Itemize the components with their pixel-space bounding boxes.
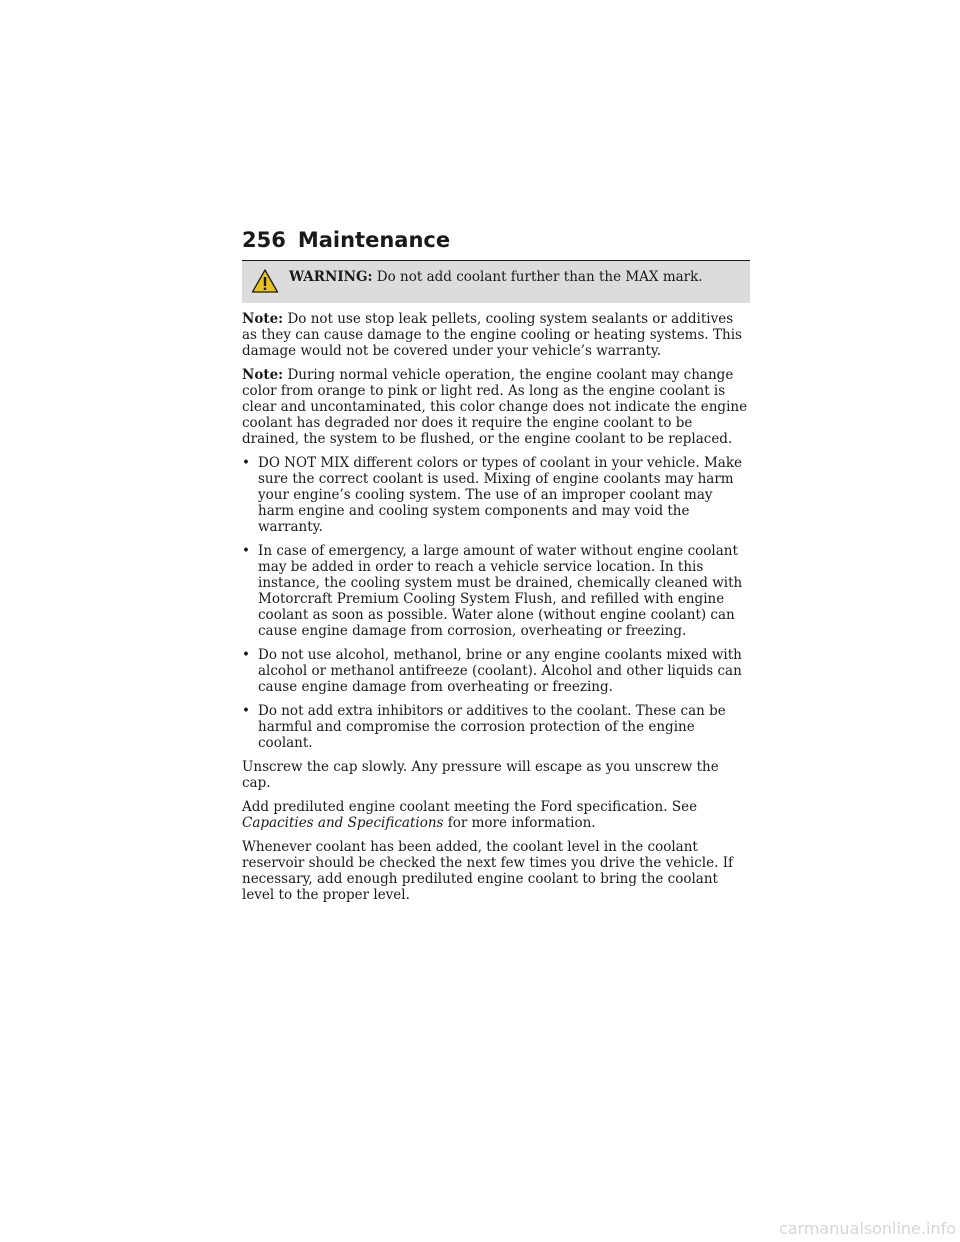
- list-item-text: Do not add extra inhibitors or additives to the coolant. These can be harmful and compromise the corrosion protection of the engine coolant.: [258, 703, 726, 751]
- list-item: [242, 455, 750, 535]
- cross-reference-link[interactable]: Capacities and Specifications: [242, 815, 444, 831]
- manual-page: [242, 228, 750, 911]
- bullet-glyph: •: [242, 647, 250, 663]
- bullet-glyph: •: [242, 703, 250, 719]
- list-item-text: Do not use alcohol, methanol, brine or any engine coolants mixed with alcohol or methanol antifreeze (coolant). Alcohol and other liquids can cause engine damage from overheating or freezing.: [258, 647, 742, 695]
- page-header: [242, 228, 750, 261]
- unscrew-paragraph: Unscrew the cap slowly. Any pressure will escape as you unscrew the cap.: [242, 759, 719, 791]
- warning-triangle-icon: [251, 268, 279, 294]
- list-item-text: In case of emergency, a large amount of water without engine coolant may be added in order to reach a vehicle service location. In this instance, the cooling system must be drained, chemically cleaned with Motorcraft Premium Cooling System Flush, and refilled with engine coolant as soon as possible. Water alone (without engine coolant) can cause engine damage from corrosion, overheating or freezing.: [258, 543, 743, 639]
- note-paragraph: [242, 311, 750, 359]
- bullet-list: [242, 455, 750, 751]
- note-label: Note:: [242, 367, 284, 383]
- page-body: [242, 311, 750, 903]
- page-number: 256: [242, 228, 286, 252]
- add-coolant-text: Add prediluted engine coolant meeting the Ford specification. See: [242, 799, 698, 815]
- warning-message: Do not add coolant further than the MAX mark.: [376, 269, 703, 285]
- note-text: During normal vehicle operation, the engine coolant may change color from orange to pink or light red. As long as the engine coolant is clear and uncontaminated, this color change does not indicate the engine coolant has degraded nor does it require the engine coolant to be drained, the system to be flushed, or the engine coolant to be replaced.: [242, 367, 748, 447]
- check-level-paragraph: Whenever coolant has been added, the coolant level in the coolant reservoir should be checked the next few times you drive the vehicle. If necessary, add enough prediluted engine coolant to bring the coolant level to the proper level.: [242, 839, 734, 903]
- list-item: [242, 543, 750, 639]
- warning-text: [289, 269, 703, 285]
- bullet-glyph: •: [242, 543, 250, 559]
- list-item: [242, 703, 750, 751]
- note-paragraph: [242, 367, 750, 447]
- add-coolant-text-end: for more information.: [443, 815, 596, 831]
- warning-label: WARNING:: [289, 269, 373, 285]
- site-watermark: carmanualsonline.info: [778, 1219, 956, 1238]
- bullet-glyph: •: [242, 455, 250, 471]
- list-item: [242, 647, 750, 695]
- warning-box: [242, 261, 750, 303]
- note-label: Note:: [242, 311, 284, 327]
- note-text: Do not use stop leak pellets, cooling system sealants or additives as they can cause damage to the engine cooling or heating systems. This damage would not be covered under your vehicle’s warranty.: [242, 311, 742, 359]
- section-title: Maintenance: [297, 228, 451, 252]
- add-coolant-paragraph: [242, 799, 750, 831]
- list-item-text: DO NOT MIX different colors or types of coolant in your vehicle. Make sure the correct coolant is used. Mixing of engine coolants may harm your engine’s cooling system. The use of an improper coolant may harm engine and cooling system components and may void the warranty.: [258, 455, 743, 535]
